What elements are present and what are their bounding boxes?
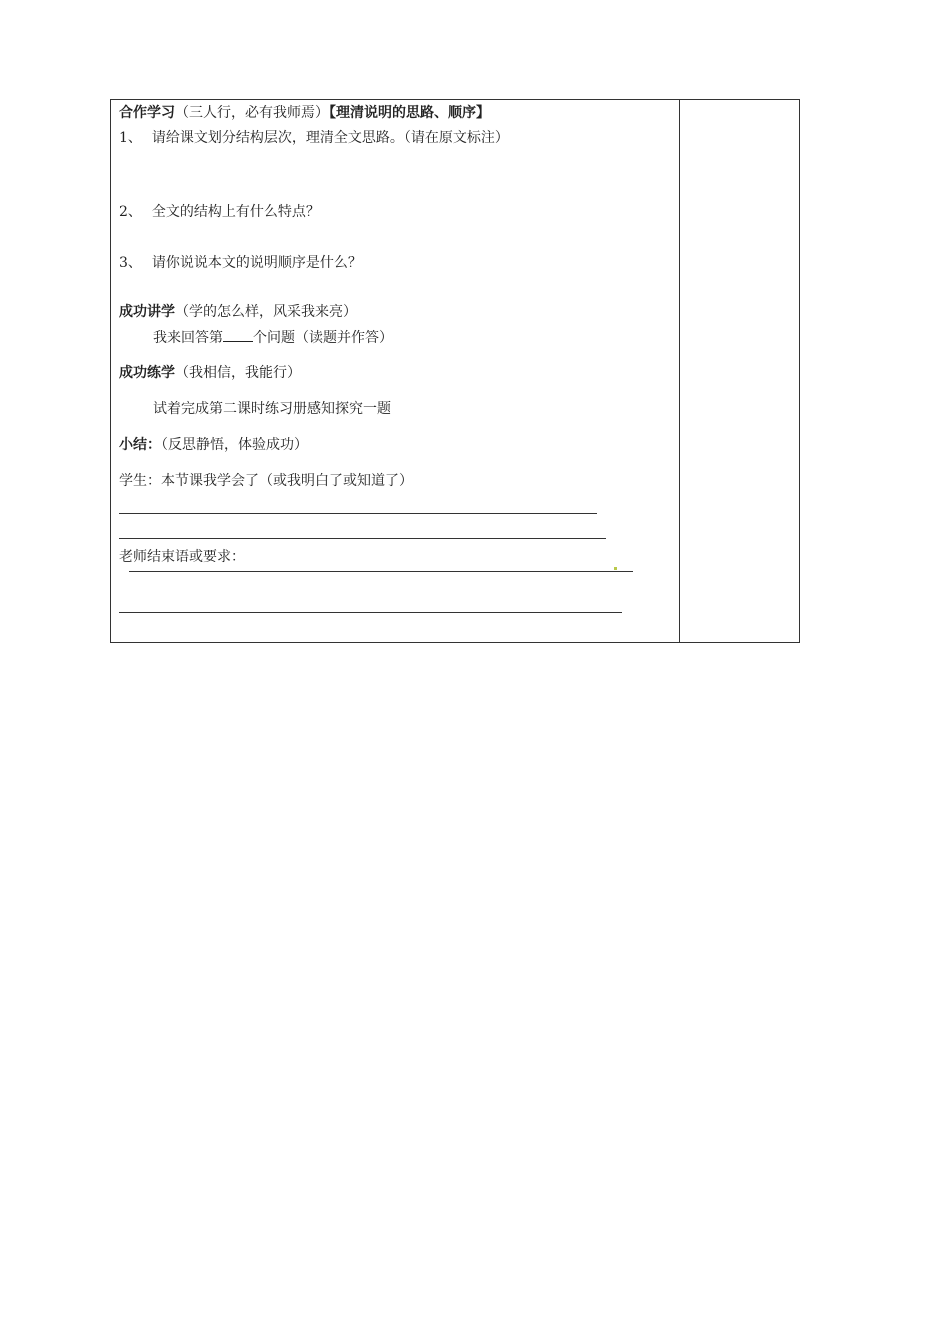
marker-dot (614, 567, 617, 570)
cooperative-learning-bracket: 【理清说明的思路、顺序】 (329, 105, 490, 121)
worksheet-table (110, 99, 800, 643)
cooperative-learning-sub: （三人行，必有我师焉） (175, 105, 329, 121)
section-success-lecture (119, 303, 357, 321)
question-2 (119, 203, 320, 221)
question-number: 2、 (119, 204, 142, 220)
section-success-practice (119, 364, 301, 382)
student-answer-line-1[interactable] (119, 513, 597, 514)
student-summary-prompt: 学生：本节课我学会了（或我明白了或知道了） (119, 473, 413, 489)
summary-sub: （反思静悟，体验成功） (161, 437, 308, 453)
teacher-answer-line-1[interactable] (129, 571, 633, 572)
answer-suffix: 个问题（读题并作答） (253, 330, 393, 346)
student-answer-line-2[interactable] (119, 538, 606, 539)
section-cooperative-learning (119, 104, 490, 122)
teacher-answer-line-2[interactable] (119, 612, 622, 613)
answer-line (153, 327, 393, 347)
answer-blank[interactable] (223, 327, 253, 342)
question-text: 请给课文划分结构层次，理清全文思路。（请在原文标注） (151, 130, 509, 146)
question-1 (119, 129, 509, 147)
success-practice-heading: 成功练学 (119, 365, 175, 381)
question-3 (119, 254, 362, 272)
question-text: 全文的结构上有什么特点？ (151, 204, 320, 220)
success-lecture-heading: 成功讲学 (119, 304, 175, 320)
answer-prefix: 我来回答第 (153, 330, 223, 346)
column-divider (679, 100, 680, 642)
cooperative-learning-heading: 合作学习 (119, 105, 175, 121)
success-practice-sub: （我相信，我能行） (175, 365, 301, 381)
practice-task: 试着完成第二课时练习册感知探究一题 (153, 401, 391, 417)
success-lecture-sub: （学的怎么样，风采我来亮） (175, 304, 357, 320)
summary-heading: 小结： (119, 437, 161, 453)
question-number: 3、 (119, 255, 142, 271)
question-text: 请你说说本文的说明顺序是什么？ (151, 255, 362, 271)
question-number: 1、 (119, 130, 142, 146)
section-summary (119, 436, 308, 454)
teacher-closing-prompt: 老师结束语或要求： (119, 549, 245, 565)
